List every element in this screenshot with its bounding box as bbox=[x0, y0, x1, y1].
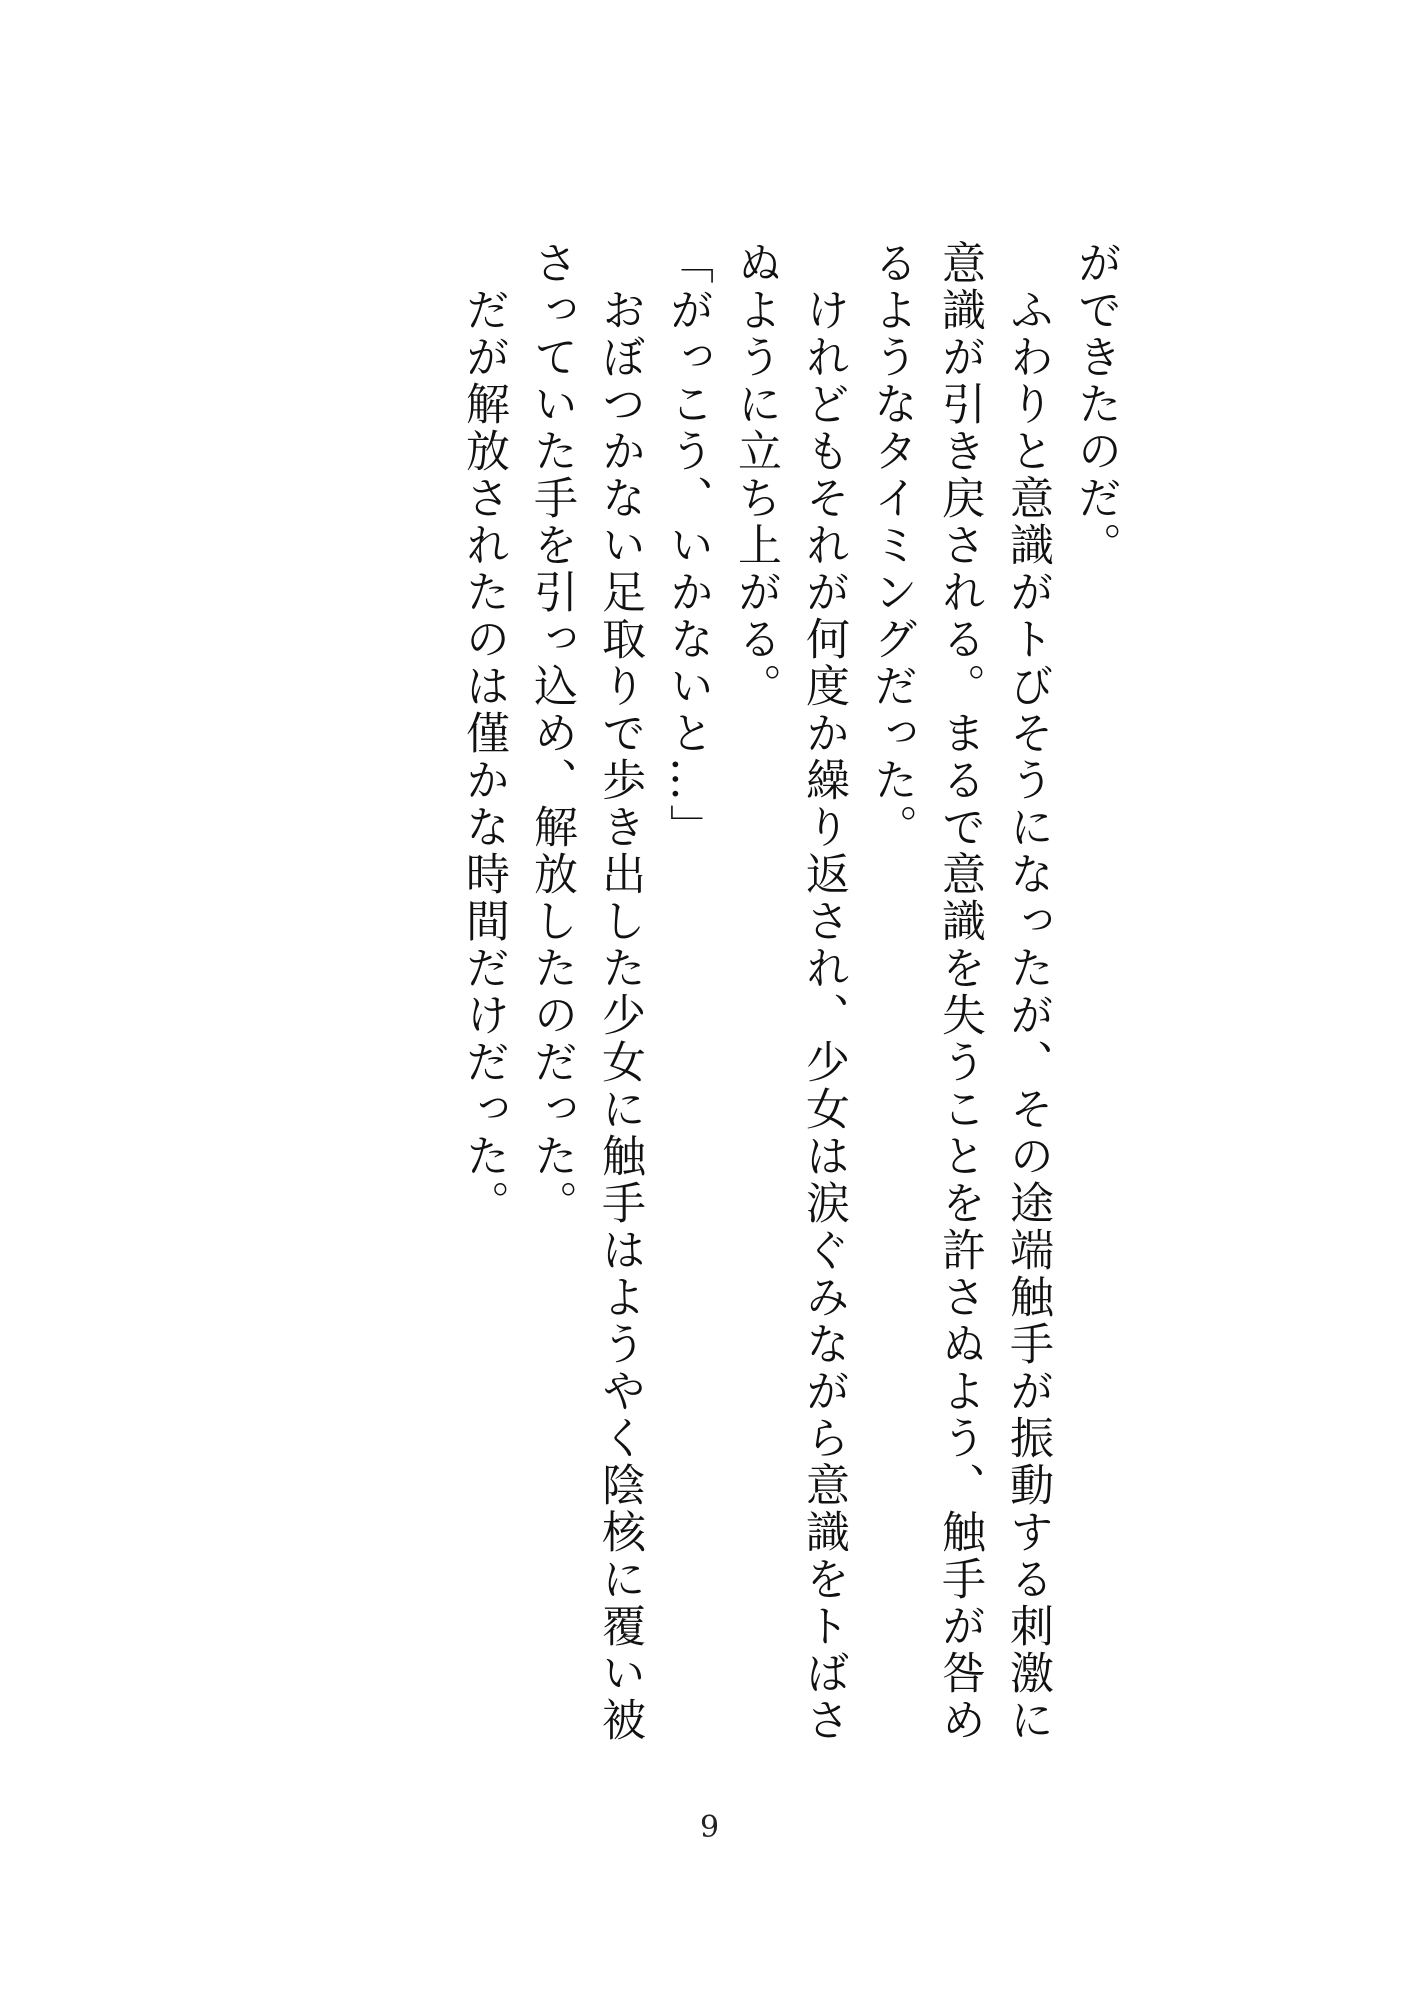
text-line: さっていた手を引っ込め、解放したのだった。 bbox=[526, 240, 577, 1227]
text-line: けれどもそれが何度か繰り返され、少女は涙ぐみながら意識をトばさ bbox=[798, 240, 849, 1744]
text-line: おぼつかない足取りで歩き出した少女に触手はようやく陰核に覆い被 bbox=[594, 240, 645, 1744]
text-line: だが解放されたのは僅かな時間だけだった。 bbox=[458, 240, 509, 1227]
text-line: ふわりと意識がトびそうになったが、その途端触手が振動する刺激に bbox=[1002, 240, 1053, 1744]
text-line: 「がっこう、いかないと…」 bbox=[662, 240, 713, 851]
page-number: 9 bbox=[699, 1810, 720, 1845]
text-line: ができたのだ。 bbox=[1070, 240, 1121, 569]
body-text bbox=[381, 240, 1129, 1744]
text-line: るようなタイミングだった。 bbox=[866, 240, 917, 851]
text-line: ぬように立ち上がる。 bbox=[730, 240, 781, 710]
text-line: 意識が引き戻される。まるで意識を失うことを許さぬよう、触手が咎め bbox=[934, 240, 985, 1744]
